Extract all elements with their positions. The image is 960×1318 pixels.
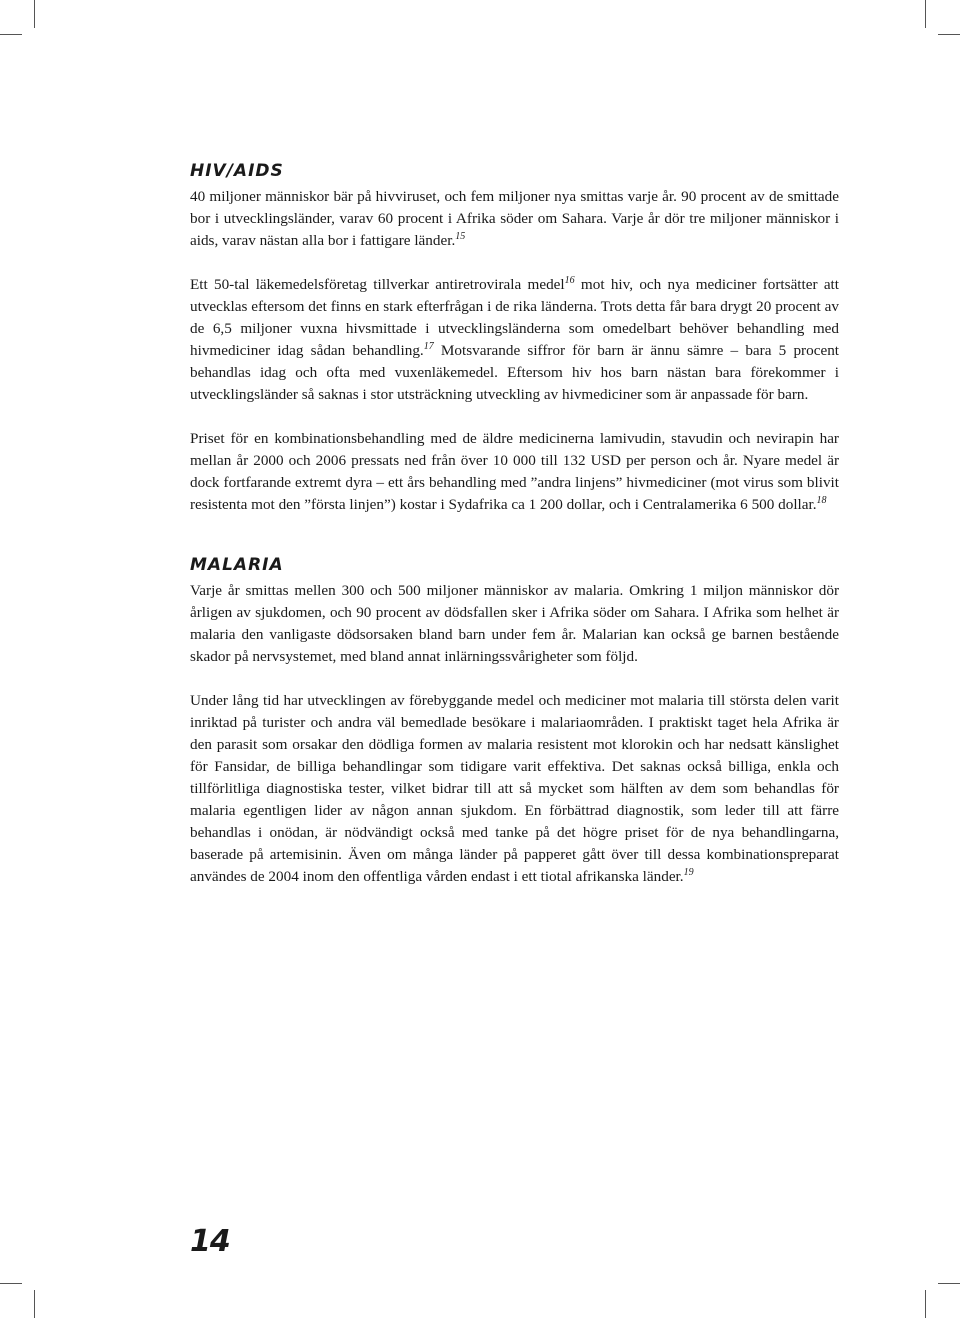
footnote-ref-16[interactable]: 16 xyxy=(564,275,575,286)
crop-mark-top-left-h xyxy=(0,34,22,35)
crop-mark-top-right xyxy=(925,0,926,28)
paragraph-hiv-medicines: Ett 50-tal läkemedelsföretag tillverkar antiretrovirala medel$^{16}$ mot hiv, och nya mediciner fortsätter att utvecklas eftersom det finns en stark efterfrågan i de rika länderna. Trots detta får bara drygt 20 procent av de 6,5 miljoner vuxna hivsmittade i utvecklingsländerna som omedelbart behöver behandling med hivmediciner idag sådan behandling.$^{17}$ Motsvarande siffror för barn är ännu sämre – bara 5 procent behandlas idag och ofta med vuxenläkemedel. Eftersom hiv hos barn nästan bara förekommer i utvecklingsländer så saknas i stor utsträckning utveckling av hivmediciner som är anpassade för barn. xyxy=(190,275,840,403)
footnote-ref-19[interactable]: 19 xyxy=(683,867,694,878)
page-number: 14 xyxy=(190,1224,230,1259)
paragraph-hiv-prices: Priset för en kombinationsbehandling med de äldre medicinerna lamivudin, stavudin och nevirapin har mellan år 2000 och 2006 pressats ned från över 10 000 till 132 USD per person och år. Nyare medel är dock fortfarande extremt dyra – ett års behandling med ”andra linjens” hivmediciner (mot virus som blivit resistenta mot den ”första linjen”) kostar i Sydafrika ca 1 200 dollar, och i Centralamerika 6 500 dollar.$^{18}$ xyxy=(190,430,839,513)
paragraph-hiv-intro: 40 miljoner människor bär på hivviruset, och fem miljoner nya smittas varje år. 90 procent av de smittade bor i utvecklingsländer, varav 60 procent i Afrika söder om Sahara. Varje år dör tre miljoner människor i aids, varav nästan alla bor i fattigare länder.$^{15}$ xyxy=(190,188,839,249)
page-content xyxy=(190,160,839,888)
footnote-ref-17[interactable]: 17 xyxy=(423,341,434,352)
section-heading-malaria: MALARIA xyxy=(190,555,284,575)
crop-mark-top-left xyxy=(34,0,35,28)
crop-mark-bottom-left-h xyxy=(0,1283,22,1284)
crop-mark-bottom-right xyxy=(925,1290,926,1318)
footnote-ref-18[interactable]: 18 xyxy=(816,495,827,506)
crop-mark-bottom-right-h xyxy=(938,1283,960,1284)
crop-mark-top-right-h xyxy=(938,34,960,35)
paragraph-malaria-development: Under lång tid har utvecklingen av förebyggande medel och mediciner mot malaria till största delen varit inriktad på turister och andra väl bemedlade besökare i malariaområden. I praktiskt taget hela Afrika är den parasit som orsakar den dödliga formen av malaria resistent mot klorokin och har nedsatt känslighet för Fansidar, de billiga behandlingar som tidigare varit effektiva. Det saknas också billiga, enkla och tillförlitliga diagnostiska tester, vilket bidrar till att så mycket som hälften av dem som behandlas för malaria egentligen lider av någon annan sjukdom. En förbättrad diagnostik, som leder till att färre behandlas i onödan, är nödvändigt också med tanke på det högre priset för de nya behandlingarna, baserade på artemisinin. Även om många länder på papperet gått över till dessa kombinationspreparat användes de 2004 inom den offentliga vården endast i ett tiotal afrikanska länder.$^{19}$ xyxy=(190,692,839,885)
paragraph-malaria-intro: Varje år smittas mellen 300 och 500 miljoner människor av malaria. Omkring 1 miljon människor dör årligen av sjukdomen, och 90 procent av dödsfallen sker i Afrika söder om Sahara. I Afrika som helhet är malaria den vanligaste dödsorsaken bland barn under fem år. Malarian kan också ge barnen bestående skador på nervsystemet, med bland annat inlärningssvårigheter som följd. xyxy=(190,582,839,665)
section-heading-hiv-aids: HIV/AIDS xyxy=(190,161,284,181)
crop-mark-bottom-left xyxy=(34,1290,35,1318)
footnote-ref-15[interactable]: 15 xyxy=(455,231,466,242)
